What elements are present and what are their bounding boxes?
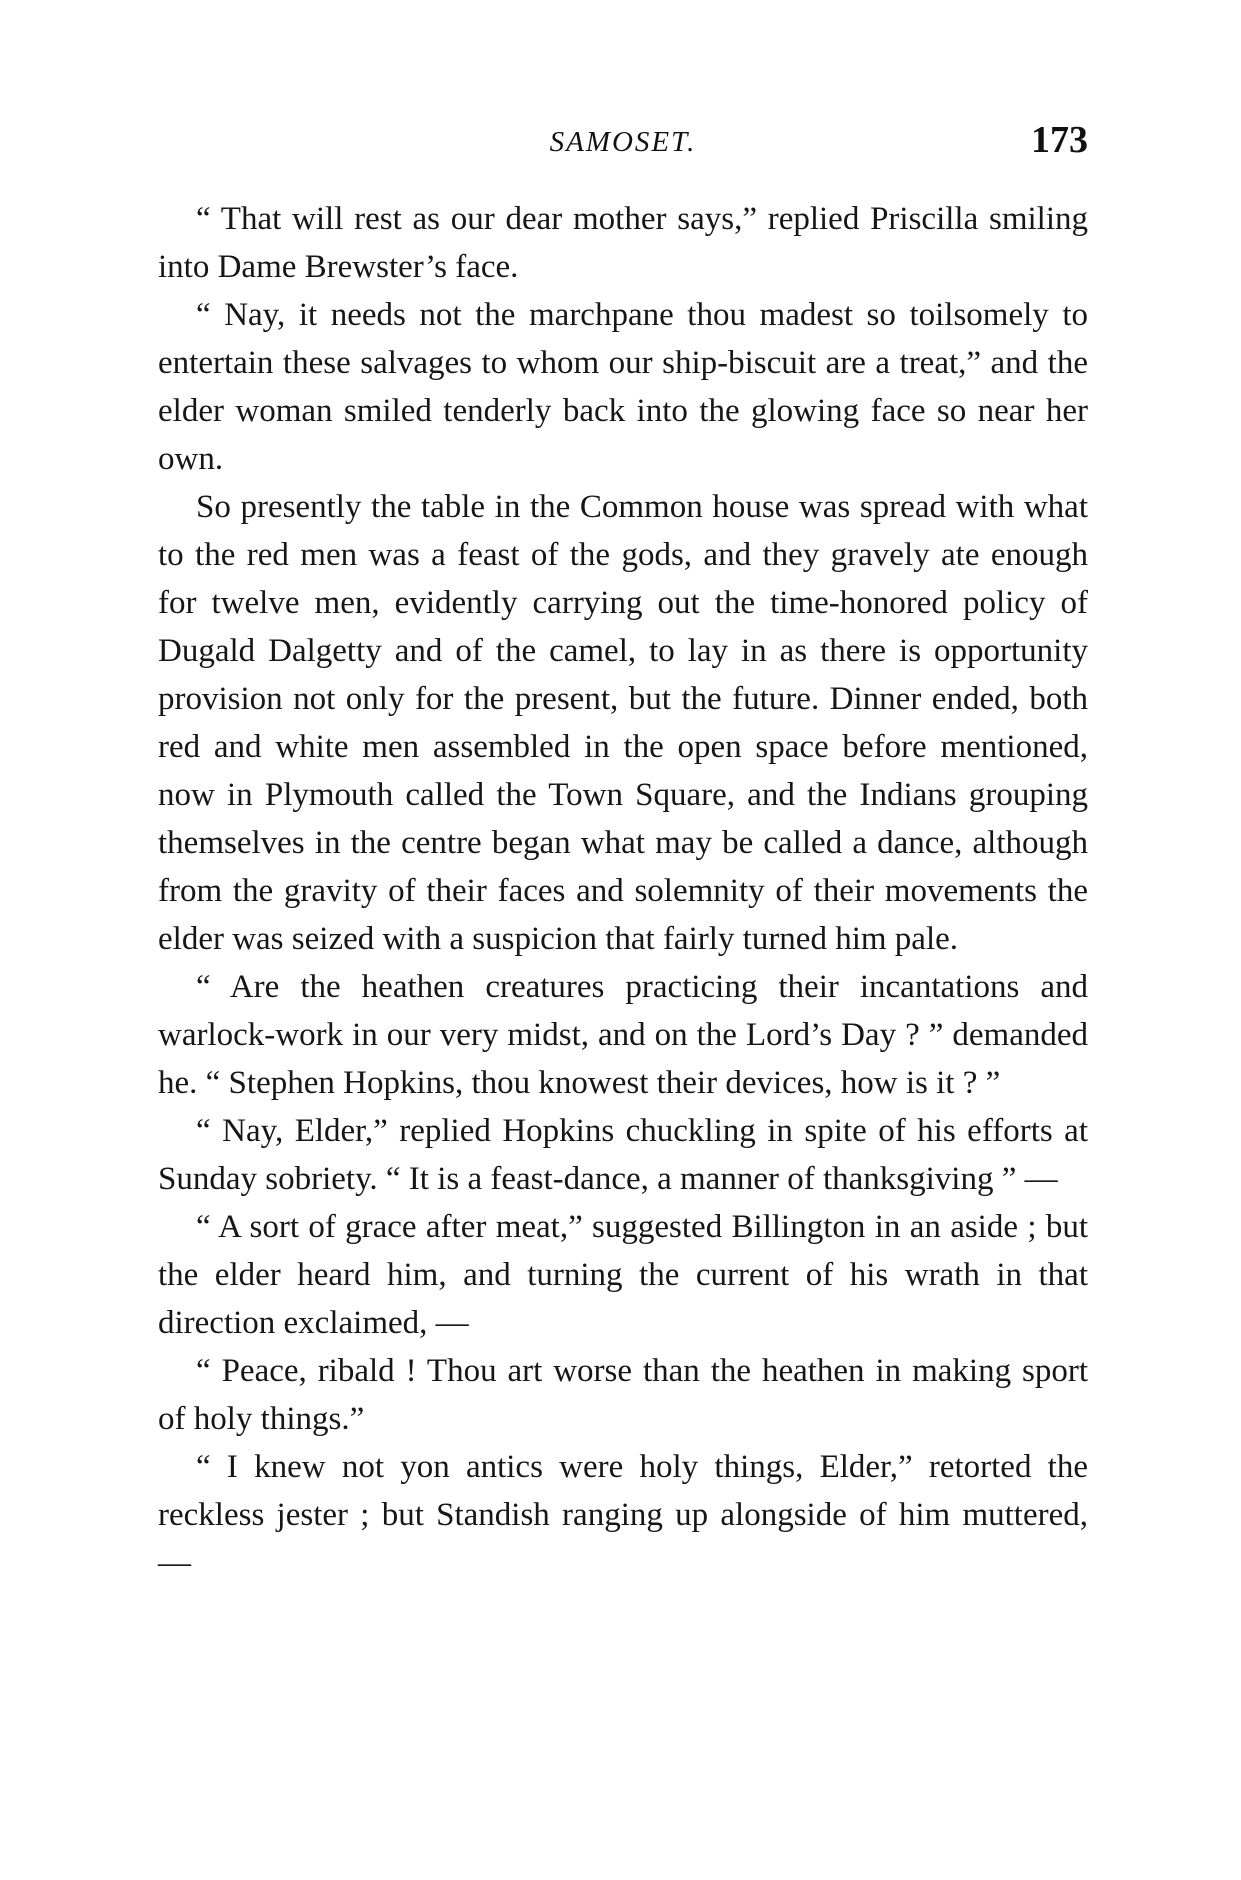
paragraph: “ I knew not yon antics were holy things, Elder,” retorted the reckless jester ; but Standish ranging up alongside of him muttered, — bbox=[158, 1449, 1088, 1581]
paragraph: “ Are the heathen creatures practicing their incantations and warlock-work in our very midst, and on the Lord’s Day ? ” demanded he. “ Stephen Hopkins, thou knowest their devices, how is it ? ” bbox=[158, 969, 1088, 1101]
paragraph: “ A sort of grace after meat,” suggested Billington in an aside ; but the elder heard him, and turning the current of his wrath in that direction exclaimed, — bbox=[158, 1209, 1088, 1341]
page-number: 173 bbox=[1031, 119, 1088, 161]
paragraph: “ That will rest as our dear mother says,” replied Priscilla smiling into Dame Brewster’s face. bbox=[158, 201, 1088, 285]
body-text bbox=[158, 195, 1088, 1587]
chapter-title: SAMOSET. bbox=[549, 126, 697, 158]
paragraph: “ Peace, ribald ! Thou art worse than the heathen in making sport of holy things.” bbox=[158, 1353, 1088, 1437]
paragraph: So presently the table in the Common house was spread with what to the red men was a feast of the gods, and they gravely ate enough for twelve men, evidently carrying out the time-honored policy of Dugald Dalgetty and of the camel, to lay in as there is opportunity provision not only for the present, but the future. Dinner ended, both red and white men assembled in the open space before mentioned, now in Plymouth called the Town Square, and the Indians grouping themselves in the centre began what may be called a dance, although from the gravity of their faces and solemnity of their movements the elder was seized with a suspicion that fairly turned him pale. bbox=[158, 489, 1088, 957]
paragraph: “ Nay, it needs not the marchpane thou madest so toilsomely to entertain these salvages to whom our ship-biscuit are a treat,” and the elder woman smiled tenderly back into the glowing face so near her own. bbox=[158, 297, 1088, 477]
running-head bbox=[158, 112, 1088, 172]
paragraph: “ Nay, Elder,” replied Hopkins chuckling in spite of his efforts at Sunday sobriety. “ It is a feast-dance, a manner of thanksgiving ” — bbox=[158, 1113, 1088, 1197]
